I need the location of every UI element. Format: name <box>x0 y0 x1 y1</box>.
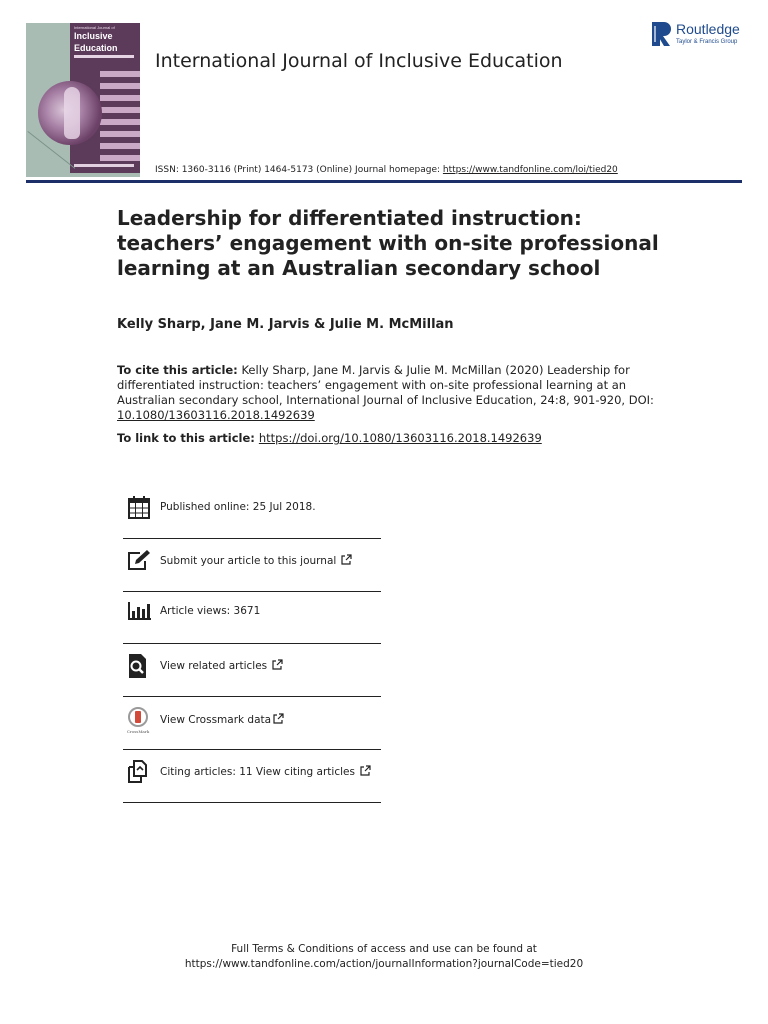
related-articles-text: View related articles <box>160 660 268 672</box>
routledge-logo[interactable] <box>651 20 746 50</box>
footer-line1: Full Terms & Conditions of access and use can be found at <box>231 943 537 955</box>
citation-block <box>117 363 662 423</box>
article-views-row <box>124 598 381 626</box>
journal-cover-image <box>26 23 140 177</box>
row-divider <box>123 591 381 592</box>
cover-title-line1: Inclusive <box>74 31 113 41</box>
bar-chart-icon <box>124 598 154 626</box>
submit-article-text: Submit your article to this journal <box>160 555 337 567</box>
article-doi-url-link[interactable]: https://doi.org/10.1080/13603116.2018.1492639 <box>258 431 542 445</box>
external-link-icon <box>360 765 371 776</box>
header-divider <box>26 180 742 183</box>
search-document-icon <box>124 652 154 680</box>
row-divider <box>123 696 381 697</box>
citation-text: Kelly Sharp, Jane M. Jarvis & Julie M. McMillan (2020) Leadership for differentiated instruction: teachers’ engagement with on-site professional learning at an Australian secondary school, International Journal of Inclusive Education, 24:8, 901-920, DOI: <box>117 363 654 407</box>
publisher-tagline: Taylor & Francis Group <box>676 39 738 45</box>
article-link-line <box>117 431 542 445</box>
publisher-name: Routledge <box>676 21 740 37</box>
published-online-text: Published online: 25 Jul 2018. <box>160 501 316 513</box>
calendar-icon <box>124 494 154 522</box>
cover-title-line2: Education <box>74 43 118 53</box>
external-link-icon <box>341 554 352 565</box>
article-views-text: Article views: 3671 <box>160 605 261 617</box>
issn-text: ISSN: 1360-3116 (Print) 1464-5173 (Online) Journal homepage: <box>155 165 443 175</box>
row-divider <box>123 749 381 750</box>
crossmark-row[interactable] <box>124 706 381 734</box>
citing-articles-text: Citing articles: 11 View citing articles <box>160 766 355 778</box>
citing-articles-row[interactable] <box>124 758 381 786</box>
footer-terms-link[interactable]: https://www.tandfonline.com/action/journalInformation?journalCode=tied20 <box>184 958 584 970</box>
issn-line <box>155 165 618 175</box>
link-label: To link to this article: <box>117 431 259 445</box>
related-articles-row[interactable] <box>124 652 381 680</box>
edit-icon <box>124 547 154 575</box>
submit-article-row[interactable] <box>124 547 381 575</box>
row-divider <box>123 802 381 803</box>
article-title: Leadership for differentiated instruction: teachers’ engagement with on-site professional learning at an Australian secondary school <box>117 206 659 280</box>
journal-title: International Journal of Inclusive Education <box>155 50 563 72</box>
citing-articles-icon <box>124 758 154 786</box>
row-divider <box>123 643 381 644</box>
row-divider <box>123 538 381 539</box>
crossmark-icon <box>124 706 154 734</box>
cover-supertitle: International Journal of <box>74 25 115 30</box>
crossmark-text: View Crossmark data <box>160 714 272 726</box>
external-link-icon <box>272 659 283 670</box>
journal-homepage-link[interactable]: https://www.tandfonline.com/loi/tied20 <box>442 165 618 175</box>
published-online-row <box>124 494 381 522</box>
terms-footer <box>0 942 768 972</box>
crossmark-icon-caption: CrossMark <box>126 729 150 734</box>
citation-doi-link[interactable]: 10.1080/13603116.2018.1492639 <box>117 408 315 422</box>
routledge-r-icon <box>651 20 671 48</box>
article-authors: Kelly Sharp, Jane M. Jarvis & Julie M. McMillan <box>117 317 454 332</box>
citation-label: To cite this article: <box>117 363 238 377</box>
external-link-icon <box>273 713 284 724</box>
